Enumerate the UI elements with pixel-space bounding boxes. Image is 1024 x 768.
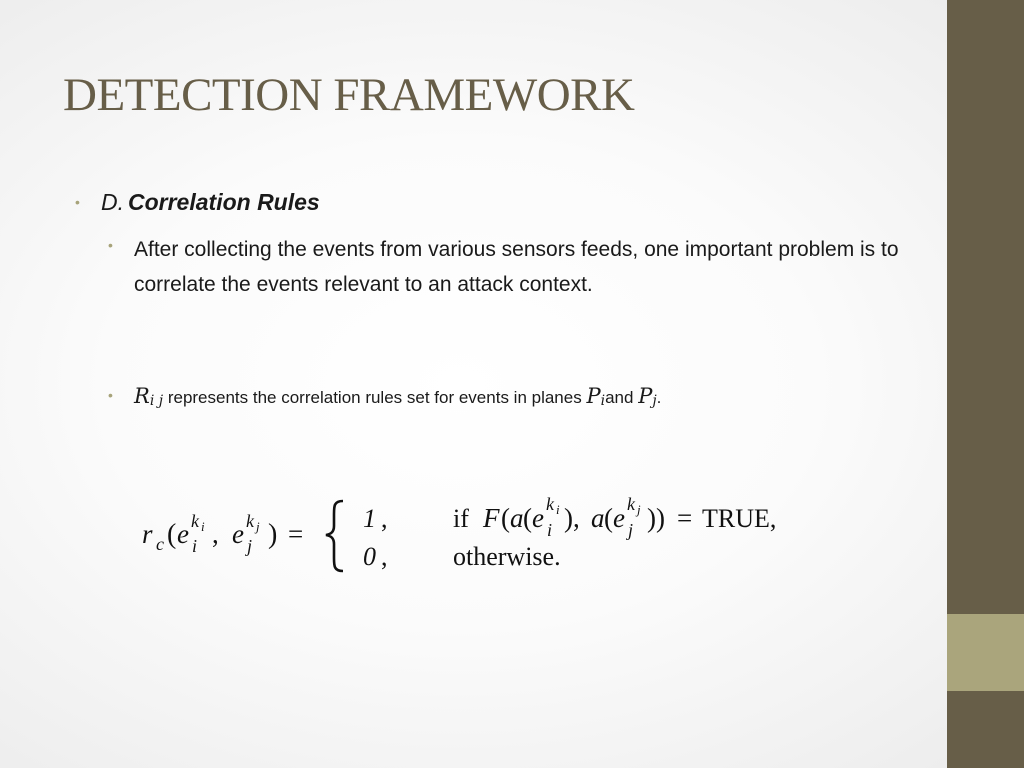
case1-a: a (510, 503, 524, 533)
formula-paren: ( (167, 519, 177, 550)
formula-paren: ) (647, 503, 656, 533)
formula-sub: j (247, 536, 253, 556)
case1-a: a (591, 503, 605, 533)
formula-e: e (177, 519, 189, 549)
formula-comma: , (212, 519, 219, 549)
formula-sub: i (547, 520, 553, 540)
plane-j-symbol: $P_j$ (638, 384, 657, 409)
formula-paren: ( (501, 503, 510, 533)
formula-sup: k (627, 494, 635, 514)
sidebar-accent-block (947, 614, 1024, 691)
conjunction-text: and (605, 388, 634, 407)
formula-comma: , (573, 503, 580, 533)
bullet-icon: • (108, 387, 113, 403)
formula-sup-sub: i (556, 502, 560, 517)
formula-equals: = (288, 519, 304, 549)
formula-sup-sub: i (201, 519, 205, 534)
formula-paren: ) (564, 503, 573, 533)
rule-text: represents the correlation rules set for events in planes (167, 388, 582, 407)
correlation-formula (140, 486, 840, 581)
formula-paren: ) (656, 503, 665, 533)
slide-title: DETECTION FRAMEWORK (63, 69, 635, 121)
formula-sup: k (546, 494, 554, 514)
case1-function: F (483, 503, 500, 533)
case2-text: otherwise. (453, 542, 561, 571)
formula-paren: ( (523, 503, 532, 533)
body-paragraph: After collecting the events from various sensors feeds, one important problem is to correlate the events relevant to an attack context. (134, 238, 899, 296)
formula-sub: j (628, 520, 634, 540)
sidebar-accent (947, 0, 1024, 768)
formula-sup-sub: j (256, 519, 260, 534)
plane-i-symbol: $P_i$ (586, 384, 606, 409)
case1-if: if (453, 504, 469, 533)
bullet-icon: • (108, 237, 113, 253)
rule-symbol: $R_{i j}$ (134, 384, 164, 409)
formula-lhs-sub: c (156, 534, 164, 554)
formula-sup-sub: j (637, 502, 641, 517)
case2-comma: , (381, 542, 388, 571)
sentence-end: . (656, 388, 662, 407)
case2-value: 0 (363, 542, 376, 571)
formula-sup: k (246, 511, 254, 531)
formula-brace (326, 501, 343, 571)
formula-e: e (613, 503, 625, 533)
case1-result: TRUE, (702, 504, 777, 533)
formula-lhs: r (142, 519, 153, 549)
formula-sub: i (192, 536, 198, 556)
formula-e: e (232, 519, 244, 549)
heading-prefix: D. (101, 189, 124, 215)
case1-value: 1 (363, 504, 376, 533)
formula-sup: k (191, 511, 199, 531)
heading-text: Correlation Rules (128, 189, 320, 215)
formula-paren: ( (604, 503, 613, 533)
section-heading (101, 189, 320, 216)
bullet-icon: • (75, 194, 80, 210)
formula-e: e (532, 503, 544, 533)
rule-definition (134, 384, 661, 408)
case1-equals: = (677, 503, 693, 533)
case1-comma: , (381, 504, 388, 533)
formula-paren: ) (268, 519, 278, 550)
